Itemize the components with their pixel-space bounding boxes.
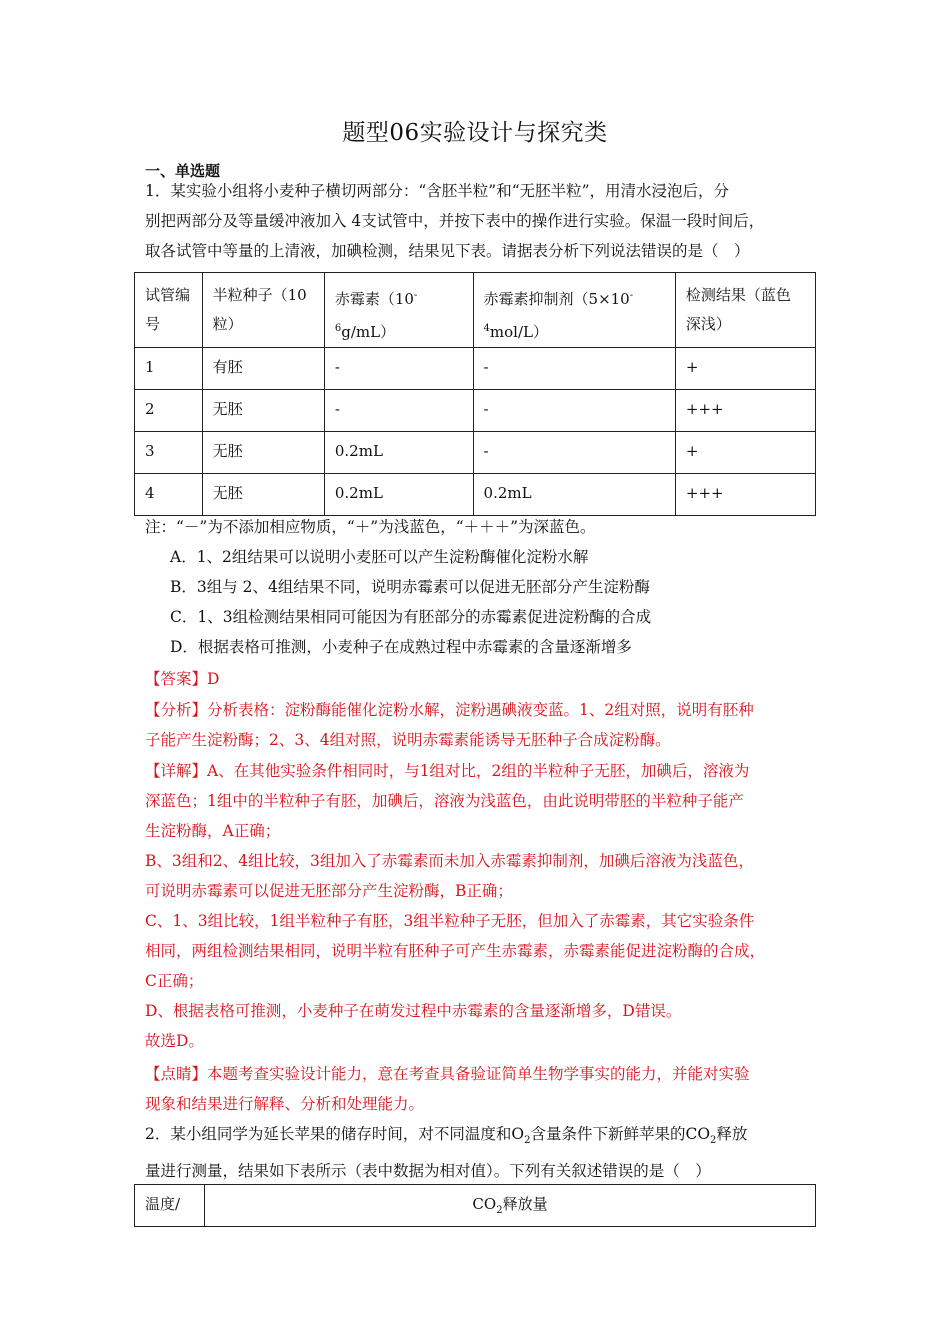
table-cell: 0.2mL	[473, 474, 675, 516]
table-cell: 3	[135, 432, 203, 474]
section-heading: 一、单选题	[145, 162, 221, 180]
header-text: mol/L）	[489, 323, 548, 341]
table-cell: 无胚	[202, 474, 324, 516]
header-text: g/mL）	[341, 323, 396, 341]
q1-stem	[145, 176, 821, 266]
q1-table	[134, 272, 816, 516]
option-a: A．1、2组结果可以说明小麦胚可以产生淀粉酶催化淀粉水解	[170, 548, 589, 566]
q2-text: 2．某小组同学为延长苹果的储存时间，对不同温度和O	[145, 1125, 525, 1143]
table-row	[135, 432, 816, 474]
table-header-row	[135, 1185, 816, 1227]
table-cell: -	[473, 432, 675, 474]
table-cell: +	[675, 432, 815, 474]
header-text: CO	[472, 1195, 497, 1213]
header-text: 赤霉素（10	[334, 290, 414, 308]
table-cell: +++	[675, 474, 815, 516]
q2-stem-line: 量进行测量，结果如下表所示（表中数据为相对值）。下列有关叙述错误的是（ ）	[145, 1162, 711, 1181]
table-header-cell: 温度/	[135, 1185, 205, 1227]
q2-text: 释放	[716, 1125, 748, 1143]
table-row	[135, 348, 816, 390]
table-note: 注：“－”为不添加相应物质，“＋”为浅蓝色，“＋＋＋”为深蓝色。	[145, 518, 596, 536]
detail-line: 【详解】A、在其他实验条件相同时，与1组对比，2组的半粒种子无胚，加碘后，溶液为	[145, 762, 750, 780]
q1-stem-line: 取各试管中等量的上清液，加碘检测，结果见下表。请据表分析下列说法错误的是（ ）	[145, 242, 750, 260]
page-title: 题型06实验设计与探究类	[342, 120, 608, 146]
header-text: 释放量	[502, 1195, 548, 1213]
detail-line: 故选D。	[145, 1032, 204, 1050]
detail-line: C正确；	[145, 972, 204, 990]
detail-line: B、3组和2、4组比较，3组加入了赤霉素而未加入赤霉素抑制剂，加碘后溶液为浅蓝色，	[145, 852, 754, 870]
comment-line: 现象和结果进行解释、分析和处理能力。	[145, 1095, 425, 1113]
detail-line: D、根据表格可推测，小麦种子在萌发过程中赤霉素的含量逐渐增多，D错误。	[145, 1002, 682, 1020]
header-text: 赤霉素抑制剂（5×10	[483, 290, 630, 308]
table-header-cell: 检测结果（蓝色深浅）	[675, 273, 815, 348]
analysis	[145, 695, 821, 755]
table-row	[135, 390, 816, 432]
table-cell: +++	[675, 390, 815, 432]
q2-sub: 2	[710, 1135, 717, 1147]
table-header-cell: 试管编号	[135, 273, 203, 348]
table-cell: 0.2mL	[324, 474, 473, 516]
option-d: D．根据表格可推测，小麦种子在成熟过程中赤霉素的含量逐渐增多	[170, 638, 632, 656]
header-sup: -6	[334, 290, 418, 334]
analysis-line: 子能产生淀粉酶；2、3、4组对照，说明赤霉素能诱导无胚种子合成淀粉酶。	[145, 731, 671, 749]
q2-sub: 2	[524, 1135, 531, 1147]
table-cell: -	[473, 348, 675, 390]
comment-line: 【点睛】本题考查实验设计能力，意在考查具备验证简单生物学事实的能力，并能对实验	[145, 1065, 750, 1083]
table-cell: -	[473, 390, 675, 432]
table-cell: 有胚	[202, 348, 324, 390]
table-row	[135, 474, 816, 516]
header-sub: 2	[496, 1205, 503, 1216]
detail-line: 深蓝色；1组中的半粒种子有胚，加碘后，溶液为浅蓝色，由此说明带胚的半粒种子能产	[145, 792, 744, 810]
option-b: B．3组与 2、4组结果不同，说明赤霉素可以促进无胚部分产生淀粉酶	[170, 578, 650, 596]
option-c: C．1、3组检测结果相同可能因为有胚部分的赤霉素促进淀粉酶的合成	[170, 608, 652, 626]
table-cell: 无胚	[202, 432, 324, 474]
table-header-cell: 半粒种子（10粒）	[202, 273, 324, 348]
detail-line: C、1、3组比较，1组半粒种子有胚，3组半粒种子无胚，但加入了赤霉素，其它实验条件	[145, 912, 755, 930]
q1-stem-line: 别把两部分及等量缓冲液加入 4支试管中，并按下表中的操作进行实验。保温一段时间后，	[145, 212, 765, 230]
table-cell: 4	[135, 474, 203, 516]
detail	[145, 756, 821, 1056]
table-cell: 1	[135, 348, 203, 390]
table-cell: 0.2mL	[324, 432, 473, 474]
table-header-cell	[205, 1185, 816, 1227]
table-cell: +	[675, 348, 815, 390]
answer: 【答案】D	[145, 670, 220, 688]
analysis-line: 【分析】分析表格：淀粉酶能催化淀粉水解，淀粉遇碘液变蓝。1、2组对照，说明有胚种	[145, 701, 754, 719]
table-header-cell	[473, 273, 675, 348]
table-header-cell	[324, 273, 473, 348]
header-sup: -4	[483, 290, 634, 334]
detail-line: 可说明赤霉素可以促进无胚部分产生淀粉酶，B正确；	[145, 882, 513, 900]
q2-stem-line	[145, 1119, 821, 1156]
comment	[145, 1059, 821, 1119]
table-cell: 无胚	[202, 390, 324, 432]
table-cell: 2	[135, 390, 203, 432]
detail-line: 生淀粉酶，A正确；	[145, 822, 281, 840]
q2-table	[134, 1184, 816, 1227]
table-cell: -	[324, 348, 473, 390]
q1-stem-line: 1．某实验小组将小麦种子横切两部分：“含胚半粒”和“无胚半粒”，用清水浸泡后，分	[145, 182, 730, 200]
q2-stem	[145, 1119, 821, 1186]
table-header-row	[135, 273, 816, 348]
table-cell: -	[324, 390, 473, 432]
detail-line: 相同，两组检测结果相同，说明半粒有胚种子可产生赤霉素，赤霉素能促进淀粉酶的合成，	[145, 942, 766, 960]
q2-text: 含量条件下新鲜苹果的CO	[530, 1125, 711, 1143]
